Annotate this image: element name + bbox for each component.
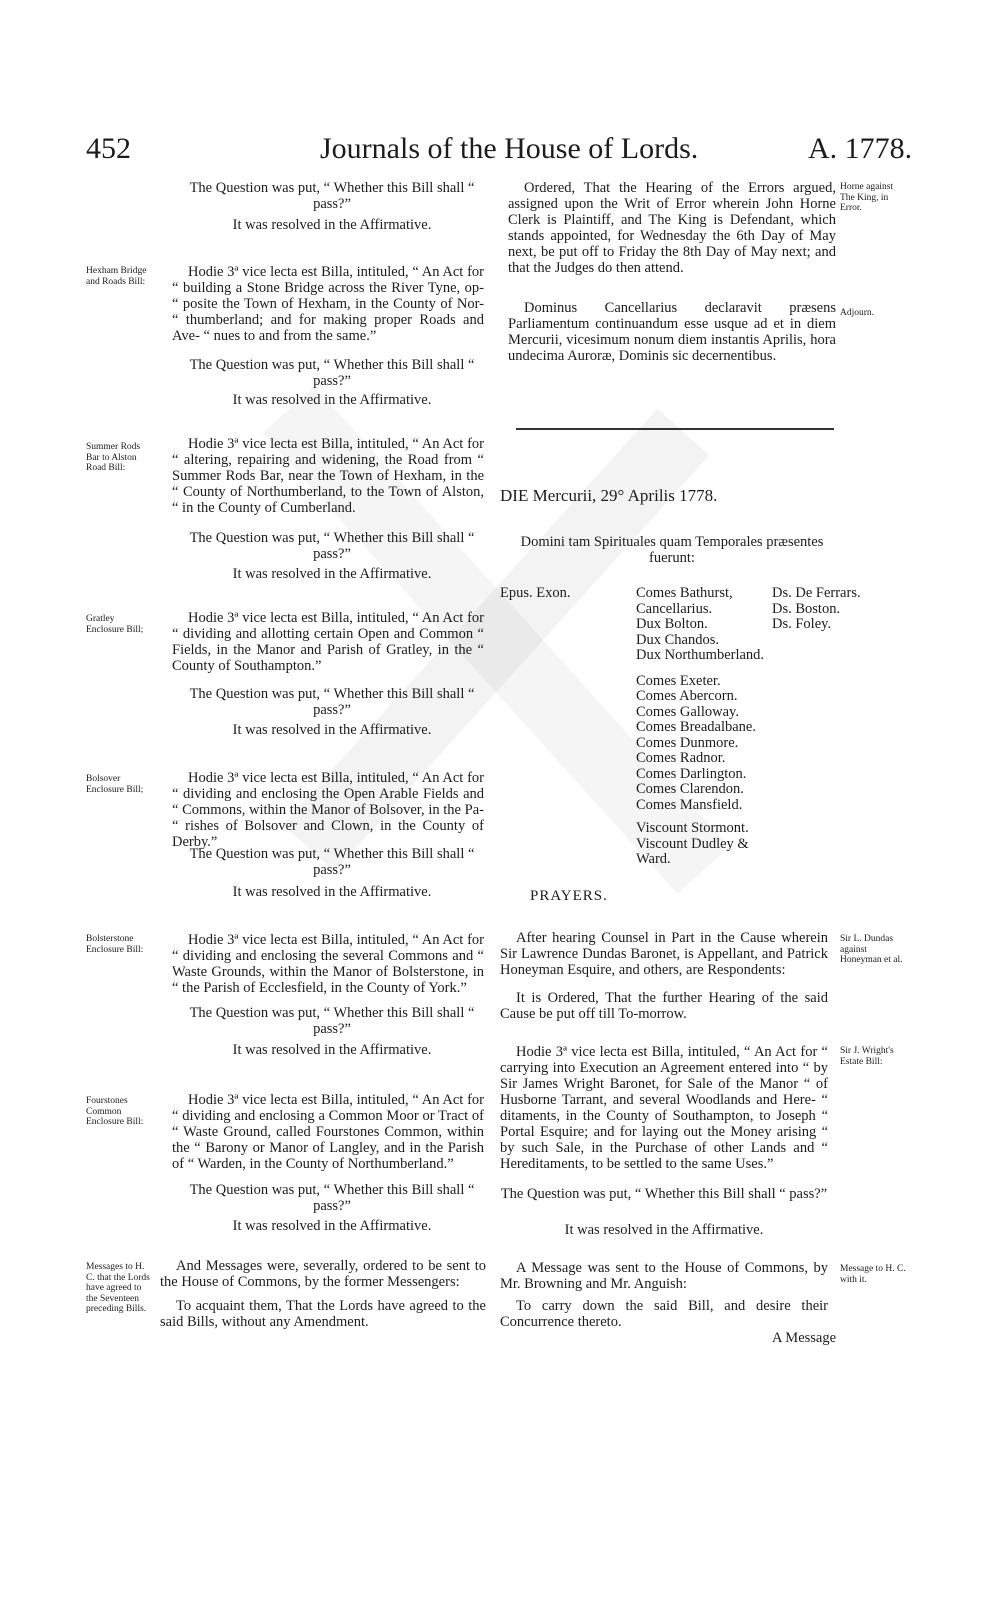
peer-column-barons	[772, 586, 882, 633]
bill-question: The Question was put, “ Whether this Bill shall “ pass?”	[189, 686, 475, 718]
bill-text: Hodie 3ª vice lecta est Billa, intituled, “ An Act for “ dividing and enclosing a Common Moor or Tract of “ Waste Ground, called Fourstones Common, within the “ Barony or Manor of Langley, and in the Parish of “ Warden, in the County of Northumberland.”	[172, 1092, 484, 1172]
bill-resolved: It was resolved in the Affirmative.	[232, 1042, 432, 1058]
peer-name: Dux Northumberland.	[636, 647, 765, 663]
wright-resolved: It was resolved in the Affirmative.	[564, 1222, 764, 1238]
margin-note: Adjourn.	[840, 308, 875, 318]
margin-note: Sir J. Wright's Estate Bill:	[840, 1046, 894, 1067]
peer-name: Comes Breadalbane.	[636, 719, 756, 735]
peer-name: Comes Exeter.	[636, 672, 721, 689]
peer-name: Comes Galloway.	[636, 703, 739, 720]
order-text: Ordered, That the Hearing of the Errors argued, assigned upon the Writ of Error wherein John Horne Clerk is Plaintiff, and The King is Defendant, which stands appointed, for Wednesday the 6th Day of May next, be put off to Friday the 8th Day of May next; and that the Judges do then attend.	[508, 180, 836, 276]
margin-note: Gratley Enclosure Bill;	[86, 614, 144, 635]
margin-note: Fourstones Common Enclosure Bill:	[86, 1096, 144, 1127]
bill-resolved: It was resolved in the Affirmative.	[232, 392, 432, 408]
bill-resolved: It was resolved in the Affirmative.	[232, 566, 432, 582]
peer-name: Viscount Stormont.	[636, 820, 749, 836]
message-carry: To carry down the said Bill, and desire their Concurrence thereto.	[500, 1298, 828, 1330]
margin-note: Messages to H. C. that the Lords have agreed to the Seventeen preceding Bills.	[86, 1262, 150, 1314]
message-text: A Message was sent to the House of Commons, by Mr. Browning and Mr. Anguish:	[500, 1260, 828, 1292]
bill-question: The Question was put, “ Whether this Bill shall “ pass?”	[189, 1182, 475, 1214]
peer-name: Ds. Boston.	[772, 600, 841, 617]
bill-question: The Question was put, “ Whether this Bill shall “ pass?”	[189, 846, 475, 878]
margin-note: Sir L. Dundas against Honeyman et al.	[840, 934, 903, 965]
peer-name: Comes Radnor.	[636, 750, 726, 766]
peer-name: Ds. De Ferrars.	[772, 585, 861, 601]
peer-name: Dux Chandos.	[636, 631, 719, 648]
bill-question: The Question was put, “ Whether this Bill shall “ pass?”	[189, 530, 475, 562]
bill-text: Hodie 3ª vice lecta est Billa, intituled, “ An Act for “ altering, repairing and widening, the Road from “ Summer Rods Bar, near the Town of Hexham, in the “ County of Northumberland, to the Town of Alston, “ in the County of Cumberland.	[172, 436, 484, 516]
bill-question: The Question was put, “ Whether this Bill shall “ pass?”	[189, 357, 475, 389]
peer-name: Epus. Exon.	[500, 585, 571, 601]
bill-text: Hodie 3ª vice lecta est Billa, intituled, “ An Act for “ dividing and allotting certain Open and Common “ Fields, in the Manor and Parish of Gratley, in the “ County of Southampton.”	[172, 610, 484, 674]
peer-column-lords	[636, 586, 772, 868]
page-title: Journals of the House of Lords.	[320, 132, 699, 165]
intro-question: The Question was put, “ Whether this Bill shall “ pass?”	[189, 180, 475, 212]
bill-resolved: It was resolved in the Affirmative.	[232, 884, 432, 900]
margin-note: Message to H. C. with it.	[840, 1264, 906, 1285]
catchword: A Message	[772, 1330, 837, 1346]
cause-text: After hearing Counsel in Part in the Cause wherein Sir Lawrence Dundas Baronet, is Appellant, and Patrick Honeyman Esquire, and others, are Respondents:	[500, 930, 828, 978]
bill-resolved: It was resolved in the Affirmative.	[232, 722, 432, 738]
present-text: Domini tam Spirituales quam Temporales præsentes fuerunt:	[520, 534, 824, 566]
wright-question: The Question was put, “ Whether this Bill shall “ pass?”	[500, 1186, 828, 1202]
bill-text: Hodie 3ª vice lecta est Billa, intituled, “ An Act for “ building a Stone Bridge across the River Tyne, op- “ posite the Town of Hexham, in the County of Nor- “ thumberland; and for making proper Roads and Ave- “ nues to and from the same.”	[172, 264, 484, 344]
peer-name: Dux Bolton.	[636, 616, 708, 632]
peer-column-bishops	[500, 586, 620, 602]
wright-bill-text: Hodie 3ª vice lecta est Billa, intituled, “ An Act for “ carrying into Execution an Agreement entered into “ by Sir James Wright Baronet, for Sale of the Manor “ of Husborne Tarrant, and several Woodlands and Here- “ ditaments, in the County of Southampton, to Joseph “ Portal Esquire; and for laying out the Money arising “ by such Sale, in the Purchase of other Lands and “ Hereditaments, to be settled to the same Uses.”	[500, 1044, 828, 1172]
page-number: 452	[86, 132, 131, 165]
bill-question: The Question was put, “ Whether this Bill shall “ pass?”	[189, 1005, 475, 1037]
bill-text: Hodie 3ª vice lecta est Billa, intituled, “ An Act for “ dividing and enclosing the Open Arable Fields and “ Commons, within the Manor of Bolsover, in the Pa- “ rishes of Bolsover and Clown, in the County of Derby.”	[172, 770, 484, 850]
intro-resolved: It was resolved in the Affirmative.	[232, 217, 432, 233]
margin-note: Bolsover Enclosure Bill;	[86, 774, 144, 795]
margin-note: Hexham Bridge and Roads Bill:	[86, 266, 147, 287]
peer-name: Comes Dunmore.	[636, 734, 739, 751]
peer-name: Comes Mansfield.	[636, 796, 743, 813]
prayers-heading: PRAYERS.	[530, 888, 608, 904]
peer-name: Viscount Dudley & Ward.	[636, 835, 749, 867]
peer-name: Ds. Foley.	[772, 616, 832, 632]
peer-name: Comes Clarendon.	[636, 781, 744, 797]
date-heading: DIE Mercurii, 29° Aprilis 1778.	[500, 486, 718, 505]
margin-note: Bolsterstone Enclosure Bill:	[86, 934, 144, 955]
peer-name: Comes Bathurst, Cancellarius.	[636, 585, 733, 617]
peer-name: Comes Darlington.	[636, 765, 747, 782]
margin-note: Horne against The King, in Error.	[840, 182, 894, 213]
section-rule	[516, 428, 834, 430]
messages-text: And Messages were, severally, ordered to be sent to the House of Commons, by the former Messengers:	[160, 1258, 486, 1290]
cause-order: It is Ordered, That the further Hearing of the said Cause be put off till To-morrow.	[500, 990, 828, 1022]
page-year: A. 1778.	[808, 132, 913, 165]
bill-text: Hodie 3ª vice lecta est Billa, intituled, “ An Act for “ dividing and enclosing the several Commons and “ Waste Grounds, within the Manor of Bolsterstone, in “ the Parish of Ecclesfield, in the County of York.”	[172, 932, 484, 996]
bill-resolved: It was resolved in the Affirmative.	[232, 1218, 432, 1234]
messages-acquaint: To acquaint them, That the Lords have agreed to the said Bills, without any Amendment.	[160, 1298, 486, 1330]
peer-name: Comes Abercorn.	[636, 688, 738, 704]
adjourn-text: Dominus Cancellarius declaravit præsens Parliamentum continuandum esse usque ad et in diem Mercurii, vicesimum nonum diem instantis Aprilis, hora undecima Auroræ, Dominis sic decernentibus.	[508, 300, 836, 364]
margin-note: Summer Rods Bar to Alston Road Bill:	[86, 442, 141, 473]
